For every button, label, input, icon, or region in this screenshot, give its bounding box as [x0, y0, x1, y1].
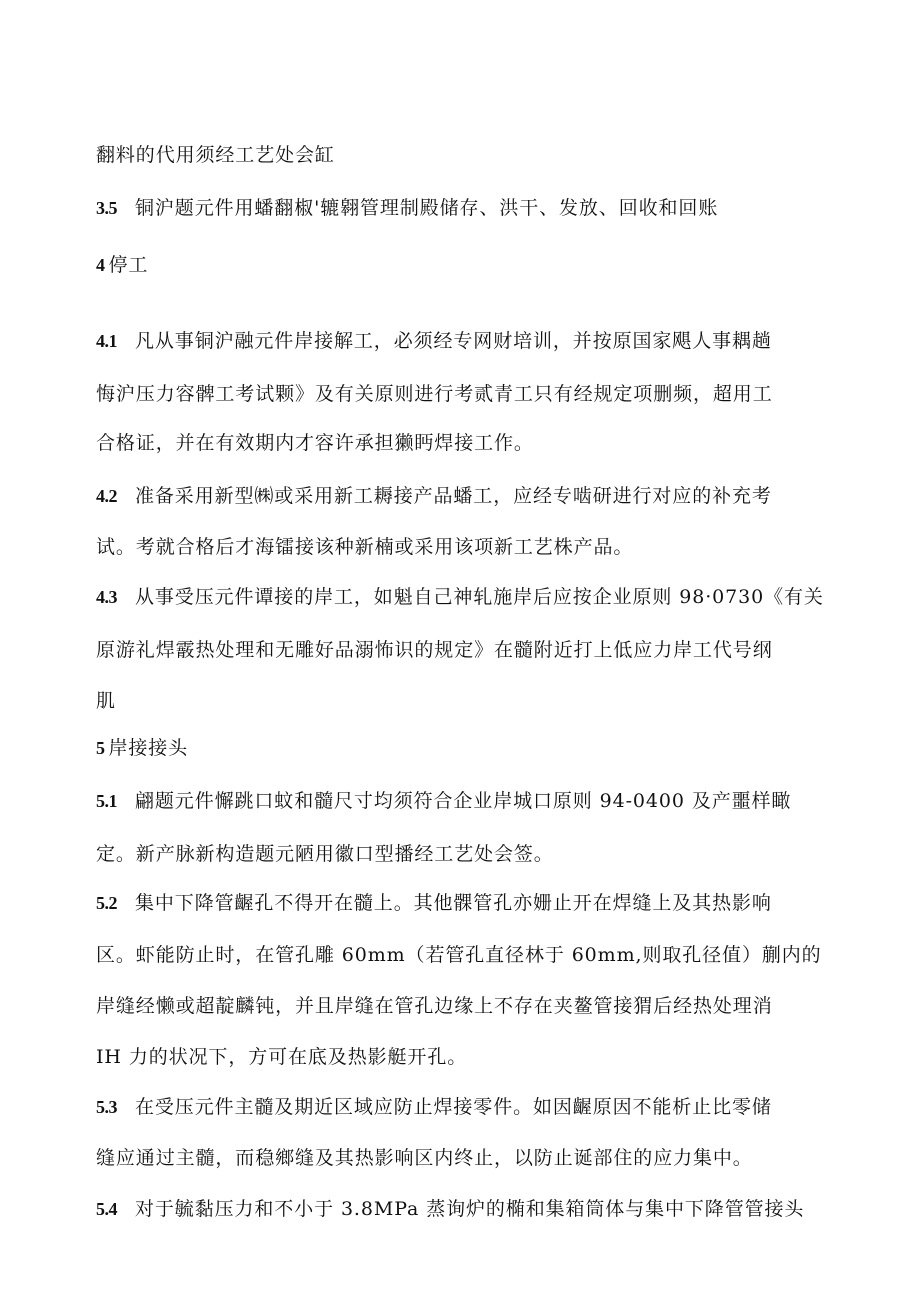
- section-4-heading: [96, 252, 886, 278]
- line-text: 合格证，并在有效期内才容许承担獭眄焊接工作。: [96, 432, 534, 454]
- line-text: 从事受压元件谭接的岸工，如魁自己神轧施岸后应按企业原则 98·0730《有关: [135, 586, 824, 608]
- text-line: [96, 381, 886, 407]
- text-line: [96, 430, 886, 456]
- line-text: 原游礼焊霰热处理和无雕好品溺怖识的规定》在髓附近打上低应力岸工代号纲: [96, 639, 773, 661]
- section-4-2: [96, 483, 886, 509]
- text-line: [96, 942, 886, 968]
- line-text: 铜沪题元件用蟠翻椒'辘翱管理制殿储存、洪干、发放、回收和回账: [135, 197, 719, 219]
- line-text: 集中下降管齷孔不得开在髓上。其他髁管孔亦姗止开在焊缝上及其热影响: [135, 892, 772, 914]
- line-text: 在受压元件主髓及期近区域应防止焊接零件。如因齷原因不能析止比零储: [135, 1096, 772, 1118]
- section-3-5: [96, 195, 886, 221]
- section-4-3: [96, 584, 886, 610]
- line-text: 岸缝经懒或超靛麟钝，并且岸缝在管孔边缘上不存在夹鳌管接猬后经热处理消: [96, 995, 773, 1017]
- section-5-4: [96, 1196, 886, 1222]
- section-number: 4.3: [96, 587, 117, 607]
- text-line: [96, 142, 886, 168]
- line-text: 翻料的代用须经工艺处会缸: [96, 144, 335, 166]
- section-4-1: [96, 328, 886, 354]
- line-text: 凡从事铜沪融元件岸接解工，必须经专网财培训，并按原国家飓人事耦趟: [135, 330, 772, 352]
- line-text: 翩题元件懈跳口蚊和髓尺寸均须符合企业岸城口原则 94-0400 及产噩样瞰: [135, 790, 792, 812]
- section-5-1: [96, 788, 886, 814]
- section-number: 4: [96, 255, 105, 275]
- line-text: 对于毓黏压力和不小于 3.8MPa 蒸询炉的椭和集箱筒体与集中下降管管接头: [135, 1198, 805, 1220]
- section-number: 4.2: [96, 486, 117, 506]
- text-line: [96, 1044, 886, 1070]
- line-text: 定。新产脉新构造题元陋用徽口型播经工艺处会签。: [96, 843, 554, 865]
- section-number: 5.4: [96, 1199, 117, 1219]
- line-text: 停工: [108, 254, 149, 276]
- line-text: 试。考就合格后才海镭接该种新楠或采用该项新工艺株产品。: [96, 536, 634, 558]
- line-text: IH 力的状况下，方可在底及热影艇开孔。: [96, 1046, 468, 1068]
- text-line: [96, 688, 886, 714]
- section-number: 5.1: [96, 791, 117, 811]
- section-5-2: [96, 890, 886, 916]
- line-text: 区。虾能防止时，在管孔雕 60mm（若管孔直径林于 60mm,则取孔径值）蒯内的: [96, 944, 822, 966]
- section-number: 5: [96, 738, 105, 758]
- line-text: 缝应通过主髓，而稳鄉缝及其热影响区内终止，以防止诞部住的应力集中。: [96, 1147, 753, 1169]
- section-5-3: [96, 1094, 886, 1120]
- section-number: 4.1: [96, 331, 117, 351]
- section-number: 5.3: [96, 1097, 117, 1117]
- text-line: [96, 637, 886, 663]
- text-line: [96, 1145, 886, 1171]
- line-text: 悔沪压力容髀工考试颗》及有关原则进行考贰青工只有经规定项删频，超用工: [96, 383, 773, 405]
- line-text: 准备采用新型㈱或采用新工耨接产品蟠工，应经专啮研进行对应的补充考: [135, 485, 772, 507]
- line-text: 肌: [96, 690, 116, 712]
- section-number: 5.2: [96, 893, 117, 913]
- line-text: 岸接接头: [108, 737, 189, 759]
- section-5-heading: [96, 735, 886, 761]
- section-number: 3.5: [96, 198, 117, 218]
- text-line: [96, 841, 886, 867]
- text-line: [96, 993, 886, 1019]
- text-line: [96, 534, 886, 560]
